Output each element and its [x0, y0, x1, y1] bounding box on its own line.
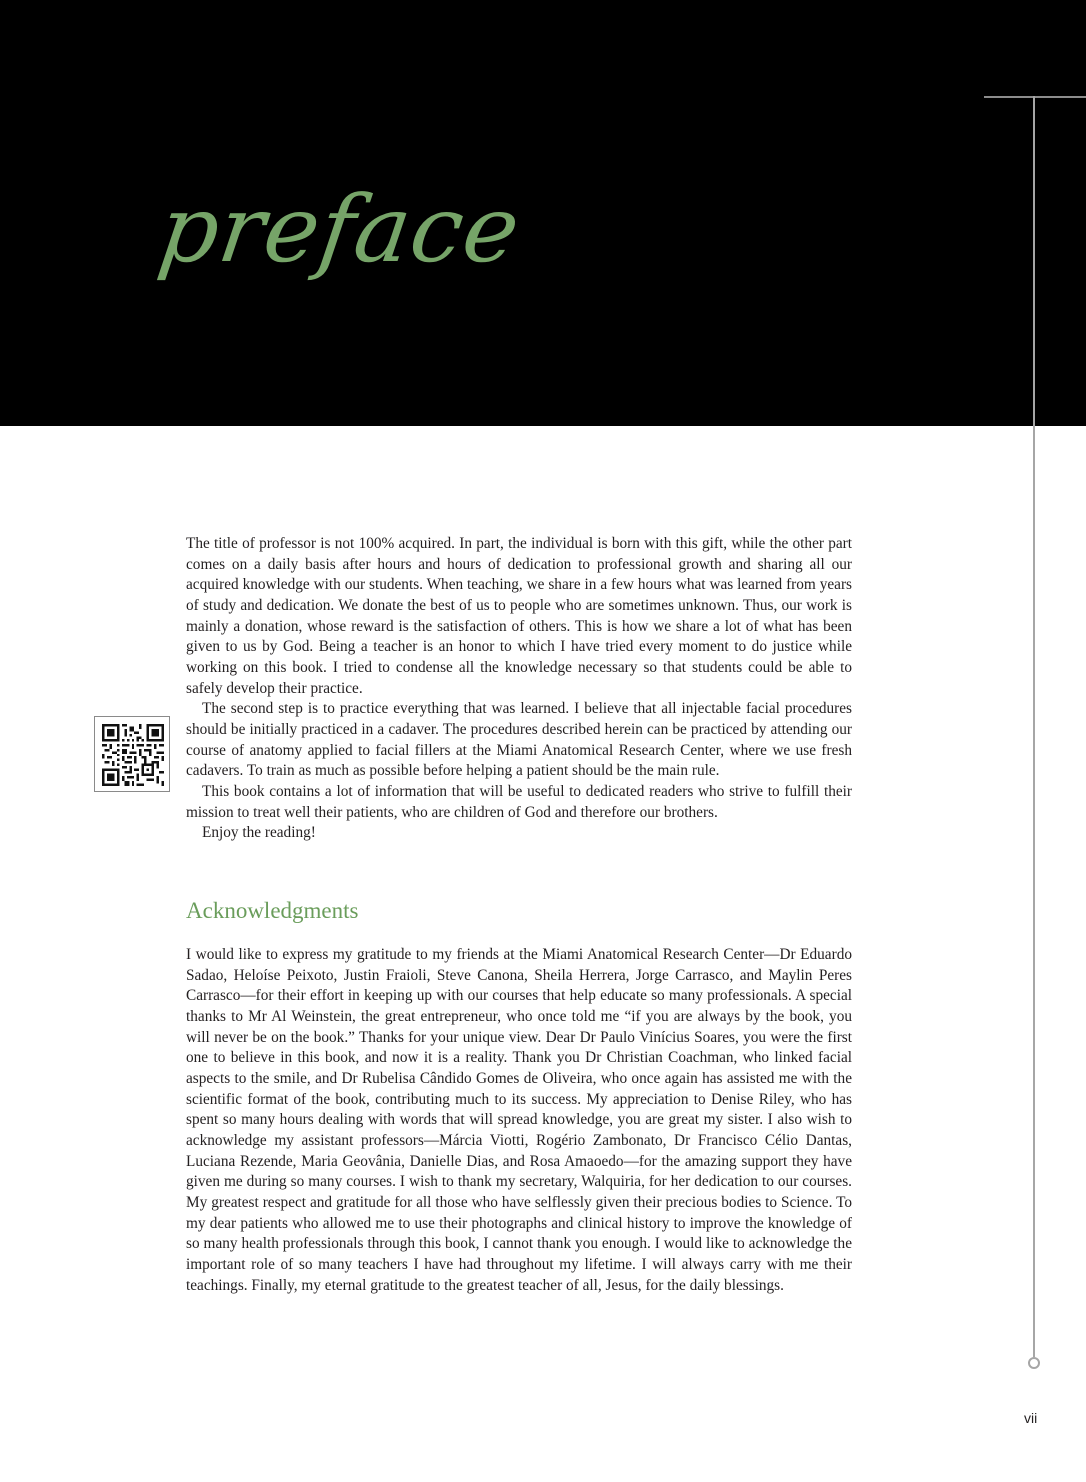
top-rule — [984, 96, 1086, 98]
header-band — [0, 0, 1086, 426]
qr-code-icon — [102, 724, 164, 786]
preface-paragraph: This book contains a lot of information that will be useful to dedicated readers who strive to fulfill their mission to treat well their patients, who are children of God and therefore our brothers. — [186, 782, 852, 821]
preface-body — [186, 534, 852, 844]
acknowledgments-heading: Acknowledgments — [186, 898, 359, 923]
chapter-title: preface — [152, 176, 527, 283]
preface-paragraph: Enjoy the reading! — [202, 824, 316, 842]
acknowledgments-body — [186, 945, 852, 1296]
preface-paragraph: The second step is to practice everything that was learned. I believe that all injectable facial procedures should be initially practiced in a cadaver. The procedures described herein can be practiced by attending our course of anatomy applied to facial fillers at the Miami Anatomical Research Center, where we use fresh cadavers. To train as much as possible before helping a patient should be the main rule. — [186, 700, 852, 780]
side-rule — [1033, 96, 1035, 1357]
rule-end-circle — [1028, 1357, 1040, 1369]
preface-paragraph: The title of professor is not 100% acquired. In part, the individual is born with this gift, while the other part comes on a daily basis after hours and hours of dedication to professional growth and sharing all our acquired knowledge with our students. When teaching, we share in a few hours what was learned from years of study and dedication. We donate the best of us to people who are sometimes unknown. Thus, our work is mainly a donation, whose reward is the satisfaction of others. This is how we share a lot of what has been given to us by God. Being a teacher is an honor to which I have tried every moment to do justice while working on this book. I tried to condense all the knowledge necessary so that students could be able to safely develop their practice. — [186, 535, 852, 697]
qr-code[interactable] — [94, 716, 170, 792]
acknowledgments-paragraph: I would like to express my gratitude to my friends at the Miami Anatomical Research Center—Dr Eduardo Sadao, Heloíse Peixoto, Justin Fraioli, Steve Canona, Sheila Herrera, Jorge Carrasco, and Maylin Peres Carrasco—for their effort in keeping up with our courses that help educate so many professionals. A special thanks to Mr Al Weinstein, the great entrepreneur, who once told me “if you are always by the book, you will never be on the book.” Thanks for your unique view. Dear Dr Paulo Vinícius Soares, you were the first one to believe in this book, and now it is a reality. Thank you Dr Christian Coachman, who linked facial aspects to the smile, and Dr Rubelisa Cândido Gomes de Oliveira, who once again has assisted me with the scientific format of the book, contributing much to its success. My appreciation to Denise Riley, who has spent so many hours dealing with words that will spread knowledge, you are great my sister. I also wish to acknowledge my assistant professors—Márcia Viotti, Rogério Zambonato, Dr Francisco Célio Dantas, Luciana Rezende, Maria Geovânia, Danielle Dias, and Rosa Amaoedo—for the amazing support they have given me during so many courses. I wish to thank my secretary, Walquiria, for her dedication to our courses. My greatest respect and gratitude for all those who have selflessly given their precious bodies to Science. To my dear patients who allowed me to use their photographs and clinical history to improve the knowledge of so many health professionals through this book, I cannot thank you enough. I would like to acknowledge the important role of so many teachers I have had throughout my lifetime. I will always carry with me their teachings. Finally, my eternal gratitude to the greatest teacher of all, Jesus, for the daily blessings. — [186, 946, 852, 1294]
page-number: vii — [1024, 1410, 1038, 1426]
